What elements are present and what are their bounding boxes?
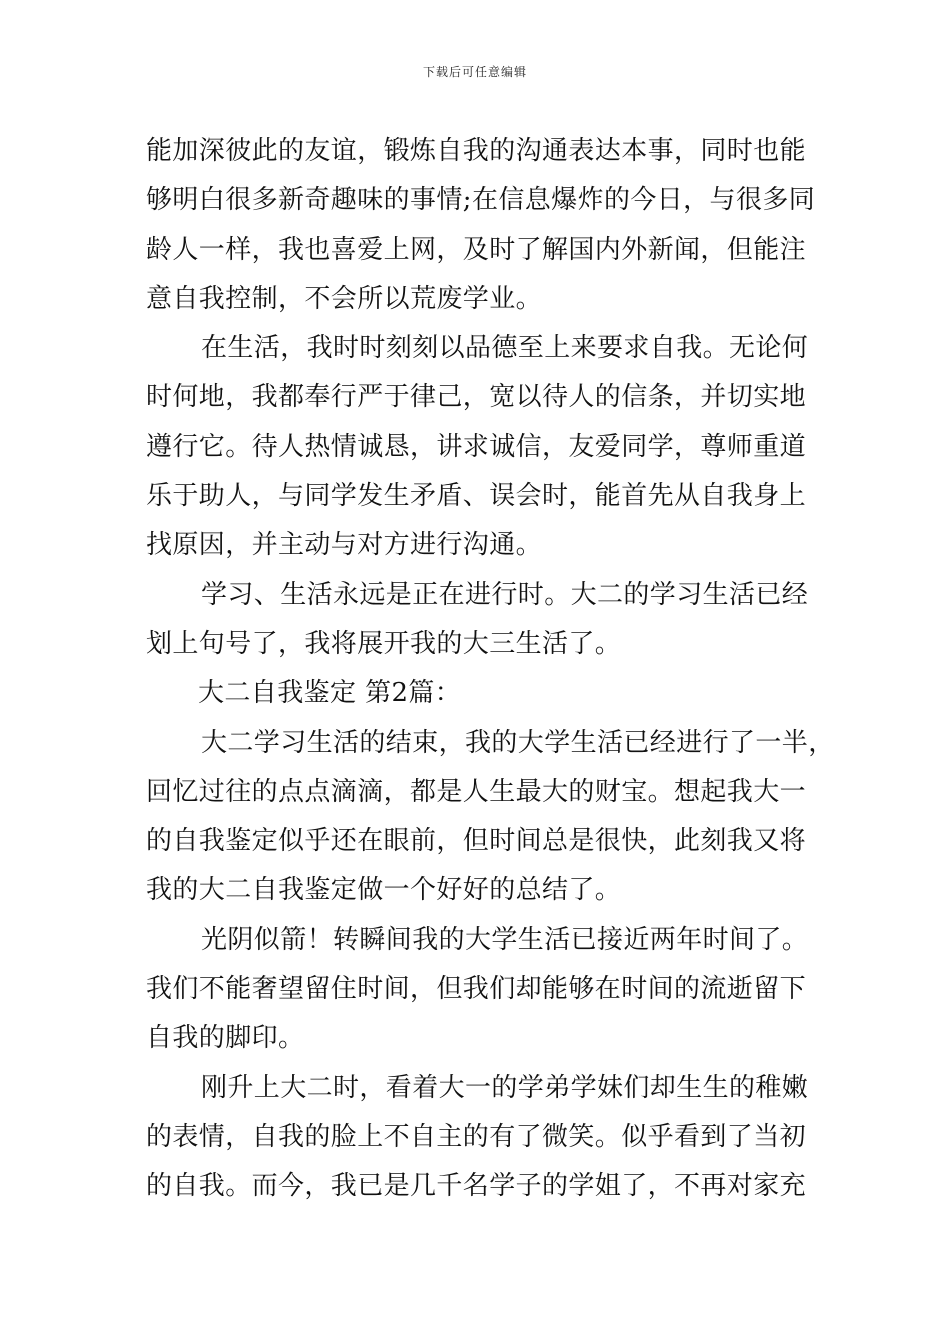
text-line: 我们不能奢望留住时间，但我们却能够在时间的流逝留下 bbox=[146, 974, 807, 1005]
paragraph-start-line: 光阴似箭！转瞬间我的大学生活已接近两年时间了。 bbox=[201, 924, 809, 955]
text-line: 划上句号了，我将展开我的大三生活了。 bbox=[146, 628, 622, 659]
text-line: 的自我鉴定似乎还在眼前，但时间总是很快，此刻我又将 bbox=[146, 826, 807, 857]
text-line: 遵行它。待人热情诚恳，讲求诚信，友爱同学，尊师重道 bbox=[146, 431, 807, 462]
text-line: 找原因，并主动与对方进行沟通。 bbox=[146, 530, 543, 561]
text-line: 我的大二自我鉴定做一个好好的总结了。 bbox=[146, 875, 622, 906]
section-heading: 大二自我鉴定 第2篇： bbox=[198, 678, 462, 709]
text-line: 乐于助人，与同学发生矛盾、误会时，能首先从自我身上 bbox=[146, 481, 807, 512]
text-line: 的表情，自我的脸上不自主的有了微笑。似乎看到了当初 bbox=[146, 1121, 807, 1152]
text-line: 够明白很多新奇趣味的事情;在信息爆炸的今日，与很多同 bbox=[146, 185, 816, 216]
paragraph-start-line: 大二学习生活的结束，我的大学生活已经进行了一半， bbox=[201, 727, 835, 758]
paragraph-start-line: 刚升上大二时，看着大一的学弟学妹们却生生的稚嫩 bbox=[201, 1072, 809, 1103]
text-line: 龄人一样，我也喜爱上网，及时了解国内外新闻，但能注 bbox=[146, 234, 807, 265]
document-body bbox=[146, 127, 835, 1212]
paragraph-start-line: 学习、生活永远是正在进行时。大二的学习生活已经 bbox=[201, 579, 809, 610]
text-line: 能加深彼此的友谊，锻炼自我的沟通表达本事，同时也能 bbox=[146, 136, 807, 166]
text-line: 时何地，我都奉行严于律己，宽以待人的信条，并切实地 bbox=[146, 382, 807, 413]
text-line: 自我的脚印。 bbox=[146, 1023, 305, 1054]
page-header: 下载后可任意编辑 bbox=[422, 65, 527, 79]
paragraph-start-line: 在生活，我时时刻刻以品德至上来要求自我。无论何 bbox=[201, 333, 809, 364]
text-line: 回忆过往的点点滴滴，都是人生最大的财宝。想起我大一 bbox=[146, 776, 807, 807]
text-line: 意自我控制，不会所以荒废学业。 bbox=[146, 283, 543, 314]
text-line: 的自我。而今，我已是几千名学子的学姐了，不再对家充 bbox=[146, 1171, 807, 1202]
